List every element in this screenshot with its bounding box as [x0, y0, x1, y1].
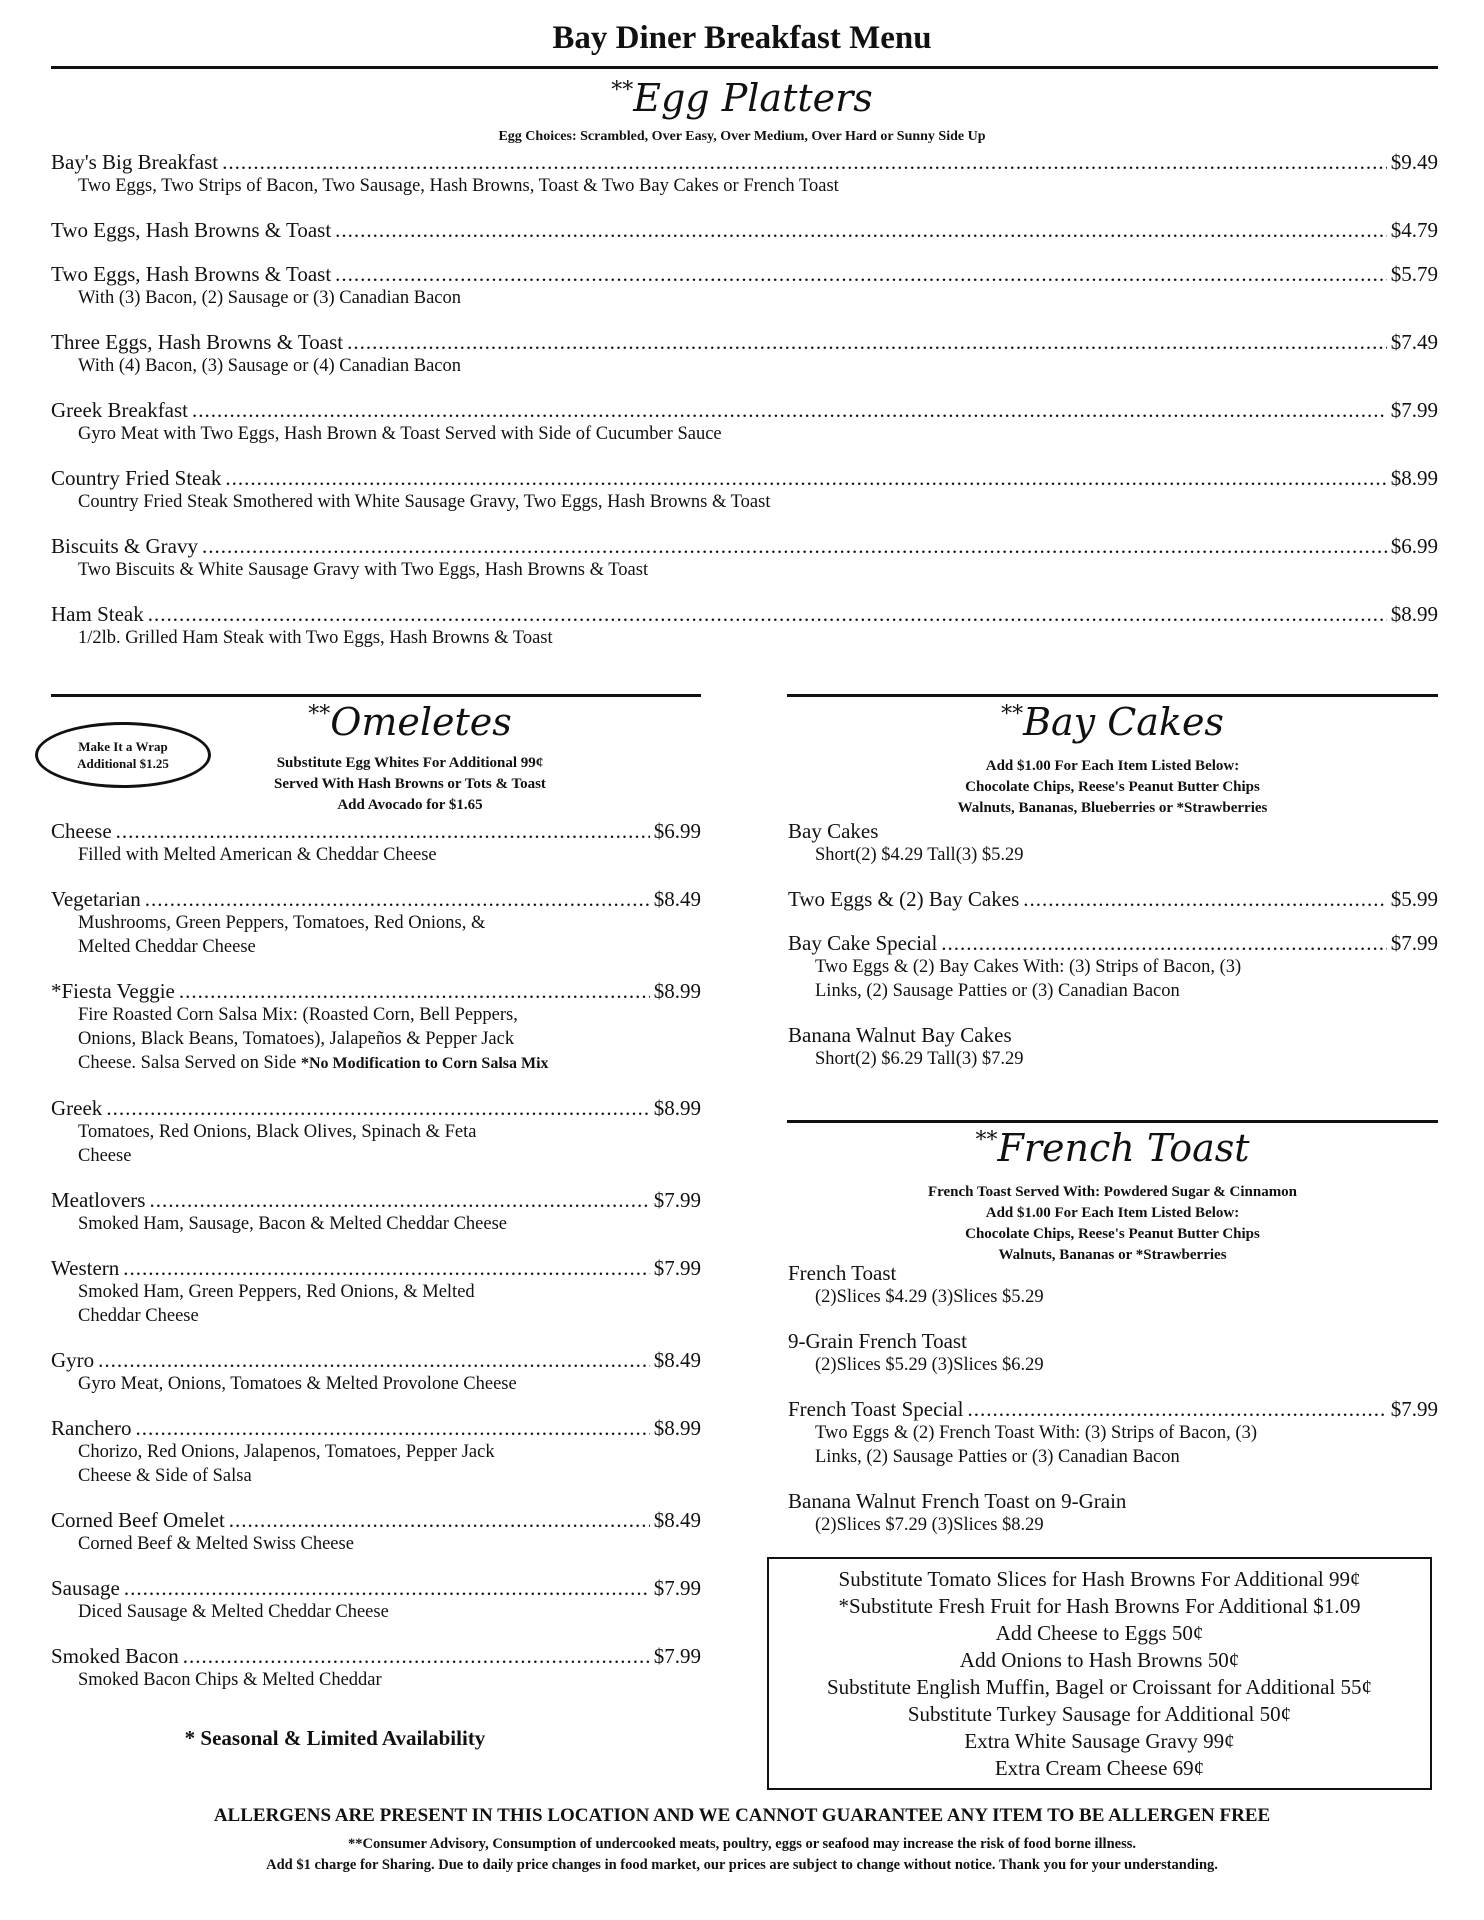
- menu-item-description: [788, 843, 1438, 867]
- menu-item-description: [51, 1280, 701, 1304]
- menu-item-description: [51, 1440, 701, 1464]
- menu-item-description: [51, 1003, 701, 1027]
- menu-item-description: [51, 1600, 701, 1624]
- menu-item-name: *Fiesta Veggie: [51, 979, 175, 1003]
- menu-item-row: [788, 931, 1438, 955]
- egg-platters-list: [51, 150, 1438, 650]
- description-text: Melted Cheddar Cheese: [78, 937, 256, 957]
- omelets-notes: [210, 753, 610, 816]
- dot-leader: [98, 1348, 650, 1372]
- menu-item-name: Western: [51, 1256, 120, 1280]
- dot-leader: [183, 1644, 650, 1668]
- menu-item-row: [51, 602, 1438, 626]
- description-text: Two Eggs, Two Strips of Bacon, Two Sausage, Hash Browns, Toast & Two Bay Cakes or French Toast: [78, 176, 839, 196]
- menu-item-name: Biscuits & Gravy: [51, 534, 198, 558]
- bay-cakes-notes: [787, 756, 1438, 819]
- menu-item: [51, 1348, 701, 1396]
- menu-item-price: $6.99: [1390, 534, 1438, 558]
- menu-item: [51, 218, 1438, 242]
- description-text: Corned Beef & Melted Swiss Cheese: [78, 1534, 354, 1554]
- menu-item-description: [788, 1353, 1438, 1377]
- menu-item-name: Bay Cakes: [788, 819, 879, 843]
- bay-cakes-note-line: Walnuts, Bananas, Blueberries or *Strawberries: [957, 800, 1268, 816]
- description-text: Diced Sausage & Melted Cheddar Cheese: [78, 1602, 389, 1622]
- menu-item-description: [788, 1445, 1438, 1469]
- menu-item-row: [51, 819, 701, 843]
- dot-leader: [335, 262, 1387, 286]
- menu-item-price: $8.49: [653, 1348, 701, 1372]
- description-text: Two Eggs & (2) French Toast With: (3) Strips of Bacon, (3): [815, 1423, 1257, 1443]
- menu-item: [51, 1644, 701, 1692]
- menu-item-description: [51, 422, 1438, 446]
- menu-item-price: $7.99: [1390, 931, 1438, 955]
- omelets-note-line: Substitute Egg Whites For Additional 99¢: [276, 755, 544, 771]
- omelets-list: [51, 819, 701, 1692]
- menu-item-name: Sausage: [51, 1576, 120, 1600]
- french-toast-note-line: French Toast Served With: Powdered Sugar & Cinnamon: [927, 1184, 1298, 1200]
- extra-option: Substitute Tomato Slices for Hash Browns For Additional 99¢: [838, 1567, 1361, 1591]
- menu-item-name: Banana Walnut Bay Cakes: [788, 1023, 1012, 1047]
- menu-item-row: [788, 1023, 1438, 1047]
- french-toast-divider: [787, 1120, 1438, 1123]
- menu-item-name: 9-Grain French Toast: [788, 1329, 967, 1353]
- menu-item-row: [51, 1416, 701, 1440]
- menu-item: [51, 150, 1438, 198]
- dot-leader: [202, 534, 1387, 558]
- french-toast-heading: **French Toast: [975, 1126, 1250, 1170]
- bay-cakes-note-line: Add $1.00 For Each Item Listed Below:: [985, 758, 1240, 774]
- menu-item-description: [51, 490, 1438, 514]
- menu-item-price: $6.99: [653, 819, 701, 843]
- menu-item-description: [788, 1421, 1438, 1445]
- menu-item-row: [788, 1261, 1438, 1285]
- menu-item-description: [51, 286, 1438, 310]
- dot-leader: [145, 887, 650, 911]
- menu-item-description: [788, 1047, 1438, 1071]
- menu-item-row: [51, 330, 1438, 354]
- menu-item-price: $5.79: [1390, 262, 1438, 286]
- menu-item-name: Ham Steak: [51, 602, 144, 626]
- description-text: (2)Slices $7.29 (3)Slices $8.29: [815, 1515, 1044, 1535]
- menu-item-price: $7.99: [1390, 398, 1438, 422]
- description-text: Links, (2) Sausage Patties or (3) Canadian Bacon: [815, 981, 1180, 1001]
- menu-item-row: [788, 1489, 1438, 1513]
- dot-leader: [222, 150, 1387, 174]
- page-title: Bay Diner Breakfast Menu: [552, 20, 932, 56]
- menu-item-description: [51, 843, 701, 867]
- menu-item-description: [51, 354, 1438, 378]
- menu-item-name: Corned Beef Omelet: [51, 1508, 225, 1532]
- menu-item-price: $8.99: [653, 1416, 701, 1440]
- menu-item-name: Gyro: [51, 1348, 95, 1372]
- dot-leader: [347, 330, 1387, 354]
- dot-leader: [106, 1096, 649, 1120]
- make-it-a-wrap-badge: Make It a Wrap Additional $1.25: [35, 722, 211, 788]
- dot-leader: [148, 602, 1387, 626]
- menu-item-description: [51, 1212, 701, 1236]
- seasonal-note: * Seasonal & Limited Availability: [184, 1726, 486, 1750]
- menu-item-row: [51, 1644, 701, 1668]
- menu-item-description: [788, 979, 1438, 1003]
- menu-item: [788, 1397, 1438, 1469]
- bay-cakes-divider: [787, 694, 1438, 697]
- egg-choices-note: Egg Choices: Scrambled, Over Easy, Over Medium, Over Hard or Sunny Side Up: [498, 129, 986, 144]
- description-text: 1/2lb. Grilled Ham Steak with Two Eggs, Hash Browns & Toast: [78, 628, 553, 648]
- dot-leader: [967, 1397, 1386, 1421]
- menu-item: [51, 1096, 701, 1168]
- menu-item-description: [51, 174, 1438, 198]
- menu-item: [788, 819, 1438, 867]
- menu-item-description: [51, 1668, 701, 1692]
- omelets-divider: [51, 694, 701, 697]
- menu-item: [51, 1508, 701, 1556]
- extra-option: Add Onions to Hash Browns 50¢: [959, 1648, 1240, 1672]
- menu-item-description: [51, 935, 701, 959]
- menu-item: [51, 1416, 701, 1488]
- menu-item-row: [51, 1096, 701, 1120]
- egg-platters-heading: **Egg Platters: [611, 76, 873, 120]
- menu-item: [51, 819, 701, 867]
- menu-item-price: $8.49: [653, 1508, 701, 1532]
- french-toast-note-line: Add $1.00 For Each Item Listed Below:: [985, 1205, 1240, 1221]
- menu-item-row: [51, 150, 1438, 174]
- extra-option: Add Cheese to Eggs 50¢: [995, 1621, 1204, 1645]
- menu-item-description: [51, 1464, 701, 1488]
- bay-cakes-note-line: Chocolate Chips, Reese's Peanut Butter Chips: [965, 779, 1260, 795]
- menu-item-name: Meatlovers: [51, 1188, 146, 1212]
- description-text: Two Biscuits & White Sausage Gravy with Two Eggs, Hash Browns & Toast: [78, 560, 649, 580]
- menu-item-description: [788, 955, 1438, 979]
- description-text: Chorizo, Red Onions, Jalapenos, Tomatoes, Pepper Jack: [78, 1442, 495, 1462]
- french-toast-notes: [787, 1182, 1438, 1266]
- description-text: Gyro Meat, Onions, Tomatoes & Melted Provolone Cheese: [78, 1374, 517, 1394]
- menu-item-row: [51, 1576, 701, 1600]
- menu-item-name: Greek Breakfast: [51, 398, 189, 422]
- description-text: (2)Slices $4.29 (3)Slices $5.29: [815, 1287, 1044, 1307]
- bay-cakes-list: [788, 819, 1438, 1071]
- menu-item-row: [788, 1329, 1438, 1353]
- modification-note: *No Modification to Corn Salsa Mix: [301, 1055, 549, 1072]
- description-text: Cheese. Salsa Served on Side: [78, 1053, 297, 1073]
- menu-item-name: Three Eggs, Hash Browns & Toast: [51, 330, 344, 354]
- menu-item-price: $7.99: [653, 1188, 701, 1212]
- description-text: (2)Slices $5.29 (3)Slices $6.29: [815, 1355, 1044, 1375]
- menu-item-price: $5.99: [1390, 887, 1438, 911]
- description-text: Short(2) $6.29 Tall(3) $7.29: [815, 1049, 1024, 1069]
- omelets-heading: **Omeletes: [308, 700, 512, 744]
- description-text: With (4) Bacon, (3) Sausage or (4) Canadian Bacon: [78, 356, 462, 376]
- menu-item: [51, 887, 701, 959]
- menu-item-row: [51, 534, 1438, 558]
- extras-box: [767, 1557, 1432, 1790]
- menu-item-row: [51, 466, 1438, 490]
- dot-leader: [229, 1508, 650, 1532]
- menu-item-row: [51, 887, 701, 911]
- dot-leader: [1023, 887, 1387, 911]
- menu-item-row: [788, 887, 1438, 911]
- description-text: Mushrooms, Green Peppers, Tomatoes, Red Onions, &: [78, 913, 486, 933]
- menu-item-name: Bay Cake Special: [788, 931, 938, 955]
- menu-item-description: [51, 1120, 701, 1144]
- menu-item-description: [51, 1051, 701, 1076]
- menu-item: [788, 931, 1438, 1003]
- description-text: Two Eggs & (2) Bay Cakes With: (3) Strips of Bacon, (3): [815, 957, 1242, 977]
- menu-item-price: $4.79: [1390, 218, 1438, 242]
- dot-leader: [149, 1188, 649, 1212]
- menu-item-price: $8.99: [1390, 602, 1438, 626]
- menu-item-row: [51, 218, 1438, 242]
- menu-item-row: [51, 262, 1438, 286]
- menu-item-description: [51, 1304, 701, 1328]
- menu-item-description: [788, 1513, 1438, 1537]
- dot-leader: [123, 1256, 649, 1280]
- menu-item-price: $7.99: [653, 1644, 701, 1668]
- menu-item-row: [788, 1397, 1438, 1421]
- omelets-note-line: Add Avocado for $1.65: [337, 797, 483, 813]
- dot-leader: [225, 466, 1386, 490]
- description-text: Fire Roasted Corn Salsa Mix: (Roasted Corn, Bell Peppers,: [78, 1005, 518, 1025]
- consumer-advisory: **Consumer Advisory, Consumption of undercooked meats, poultry, eggs or seafood may increase the risk of food borne illness.: [347, 1836, 1136, 1852]
- menu-item-price: $7.99: [653, 1256, 701, 1280]
- menu-item-name: Country Fried Steak: [51, 466, 222, 490]
- menu-item-price: $7.99: [653, 1576, 701, 1600]
- description-text: Filled with Melted American & Cheddar Cheese: [78, 845, 437, 865]
- menu-item-price: $8.49: [653, 887, 701, 911]
- menu-item-price: $7.49: [1390, 330, 1438, 354]
- extra-option: Extra Cream Cheese 69¢: [994, 1756, 1205, 1780]
- menu-item-description: [51, 1532, 701, 1556]
- menu-item-name: French Toast Special: [788, 1397, 964, 1421]
- extra-option: Extra White Sausage Gravy 99¢: [964, 1729, 1235, 1753]
- menu-item-description: [788, 1285, 1438, 1309]
- menu-item: [51, 1576, 701, 1624]
- dot-leader: [941, 931, 1386, 955]
- description-text: Smoked Bacon Chips & Melted Cheddar: [78, 1670, 382, 1690]
- menu-item-price: $7.99: [1390, 1397, 1438, 1421]
- menu-item-row: [51, 1256, 701, 1280]
- menu-item: [51, 1256, 701, 1328]
- menu-item-name: Ranchero: [51, 1416, 132, 1440]
- menu-item-price: $9.49: [1390, 150, 1438, 174]
- dot-leader: [179, 979, 650, 1003]
- menu-item-name: Two Eggs & (2) Bay Cakes: [788, 887, 1020, 911]
- menu-item-row: [51, 1508, 701, 1532]
- menu-item-description: [51, 558, 1438, 582]
- french-toast-note-line: Chocolate Chips, Reese's Peanut Butter Chips: [965, 1226, 1260, 1242]
- description-text: Smoked Ham, Green Peppers, Red Onions, & Melted: [78, 1282, 475, 1302]
- menu-item: [51, 262, 1438, 310]
- menu-item-name: Vegetarian: [51, 887, 141, 911]
- allergen-warning: ALLERGENS ARE PRESENT IN THIS LOCATION AND WE CANNOT GUARANTEE ANY ITEM TO BE ALLERGEN FREE: [213, 1805, 1271, 1826]
- menu-item-name: Cheese: [51, 819, 112, 843]
- menu-item: [51, 979, 701, 1076]
- menu-item-price: $8.99: [653, 1096, 701, 1120]
- description-text: Short(2) $4.29 Tall(3) $5.29: [815, 845, 1024, 865]
- description-text: Gyro Meat with Two Eggs, Hash Brown & Toast Served with Side of Cucumber Sauce: [78, 424, 722, 444]
- description-text: Cheese: [78, 1146, 132, 1166]
- menu-item: [51, 534, 1438, 582]
- menu-item-price: $8.99: [1390, 466, 1438, 490]
- menu-item-name: Two Eggs, Hash Browns & Toast: [51, 218, 332, 242]
- sharing-note: Add $1 charge for Sharing. Due to daily price changes in food market, our prices are subject to change without notice. Thank you for your understanding.: [266, 1857, 1218, 1873]
- menu-item: [788, 887, 1438, 911]
- menu-item: [788, 1023, 1438, 1071]
- menu-item-row: [51, 1188, 701, 1212]
- title-divider: [51, 66, 1438, 69]
- description-text: Smoked Ham, Sausage, Bacon & Melted Cheddar Cheese: [78, 1214, 507, 1234]
- dot-leader: [335, 218, 1387, 242]
- french-toast-note-line: Walnuts, Bananas or *Strawberries: [998, 1247, 1227, 1263]
- menu-item: [51, 398, 1438, 446]
- french-toast-list: [788, 1261, 1438, 1537]
- menu-item: [51, 466, 1438, 514]
- menu-item-description: [51, 1144, 701, 1168]
- description-text: Cheddar Cheese: [78, 1306, 199, 1326]
- menu-item-row: [788, 819, 1438, 843]
- menu-item-description: [51, 1027, 701, 1051]
- menu-item-name: French Toast: [788, 1261, 897, 1285]
- menu-item: [788, 1329, 1438, 1377]
- menu-item-name: Greek: [51, 1096, 103, 1120]
- description-text: Links, (2) Sausage Patties or (3) Canadian Bacon: [815, 1447, 1180, 1467]
- menu-item-name: Banana Walnut French Toast on 9-Grain: [788, 1489, 1127, 1513]
- menu-item: [788, 1489, 1438, 1537]
- extra-option: *Substitute Fresh Fruit for Hash Browns For Additional $1.09: [838, 1594, 1361, 1618]
- description-text: With (3) Bacon, (2) Sausage or (3) Canadian Bacon: [78, 288, 462, 308]
- bay-cakes-heading: **Bay Cakes: [1001, 700, 1224, 744]
- dot-leader: [192, 398, 1387, 422]
- omelets-note-line: Served With Hash Browns or Tots & Toast: [274, 776, 546, 792]
- menu-item: [788, 1261, 1438, 1309]
- description-text: Tomatoes, Red Onions, Black Olives, Spinach & Feta: [78, 1122, 477, 1142]
- description-text: Cheese & Side of Salsa: [78, 1466, 252, 1486]
- dot-leader: [124, 1576, 650, 1600]
- extra-option: Substitute English Muffin, Bagel or Croissant for Additional 55¢: [826, 1675, 1372, 1699]
- menu-item-row: [51, 1348, 701, 1372]
- menu-item-name: Two Eggs, Hash Browns & Toast: [51, 262, 332, 286]
- menu-item-description: [51, 1372, 701, 1396]
- extra-option: Substitute Turkey Sausage for Additional 50¢: [907, 1702, 1292, 1726]
- dot-leader: [116, 819, 650, 843]
- menu-item-description: [51, 911, 701, 935]
- menu-item-description: [51, 626, 1438, 650]
- description-text: Country Fried Steak Smothered with White Sausage Gravy, Two Eggs, Hash Browns & Toast: [78, 492, 771, 512]
- menu-item-price: $8.99: [653, 979, 701, 1003]
- menu-item: [51, 1188, 701, 1236]
- dot-leader: [135, 1416, 649, 1440]
- description-text: Onions, Black Beans, Tomatoes), Jalapeños & Pepper Jack: [78, 1029, 515, 1049]
- menu-item-row: [51, 979, 701, 1003]
- menu-item-name: Smoked Bacon: [51, 1644, 179, 1668]
- menu-item-row: [51, 398, 1438, 422]
- menu-item: [51, 602, 1438, 650]
- menu-item-name: Bay's Big Breakfast: [51, 150, 219, 174]
- menu-item: [51, 330, 1438, 378]
